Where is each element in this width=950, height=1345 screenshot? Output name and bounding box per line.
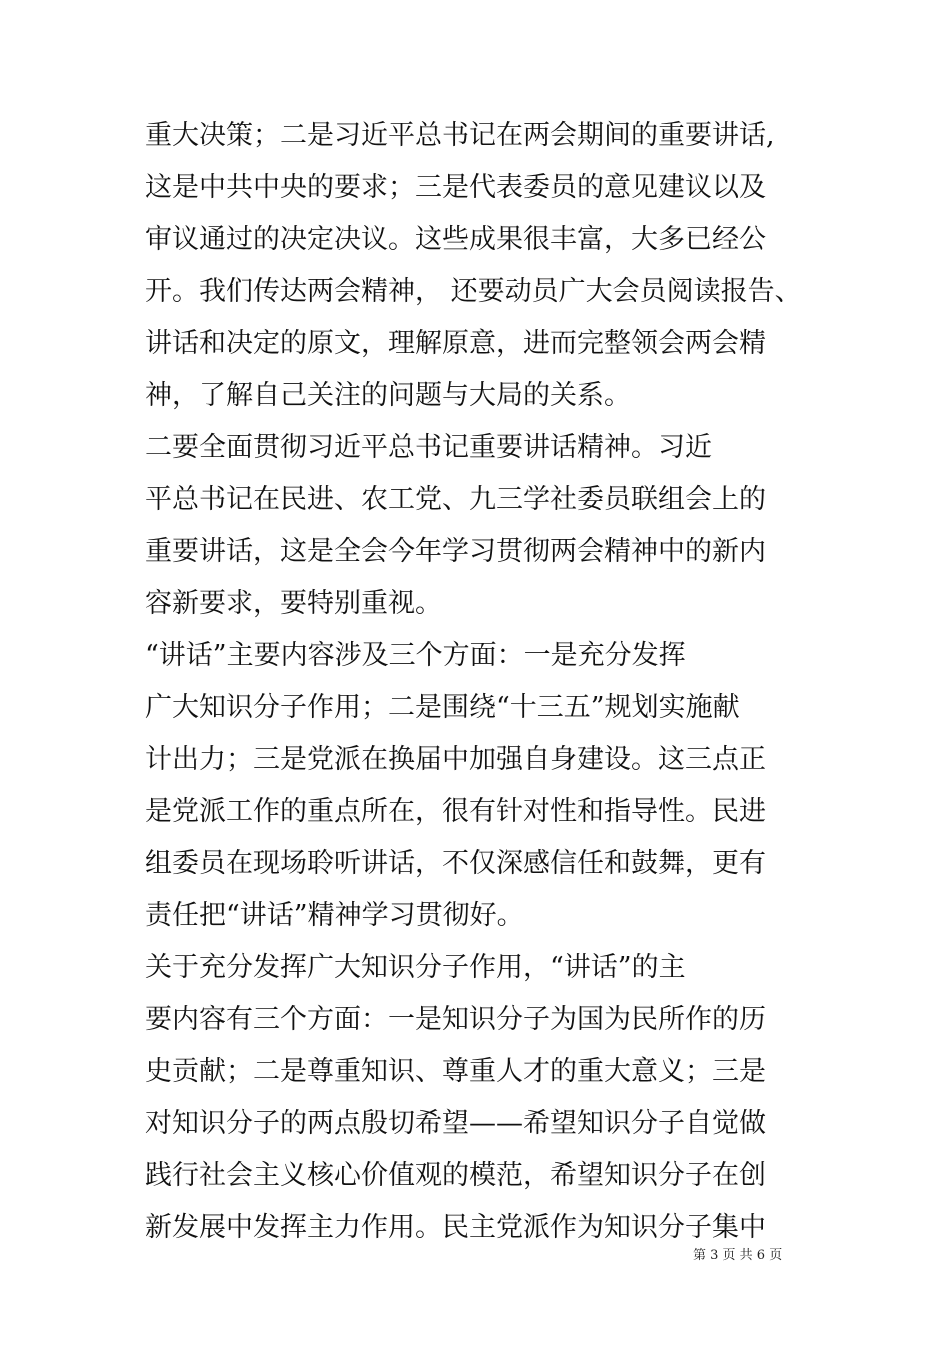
text-line: 平总书记在民进、农工党、九三学社委员联组会上的 <box>145 484 766 515</box>
text-line: 责任把“讲话”精神学习贯彻好。 <box>145 900 524 931</box>
text-line: 计出力；三是党派在换届中加强自身建设。这三点正 <box>145 744 766 775</box>
text-line: 开。我们传达两会精神， 还要动员广大会员阅读报告、 <box>145 276 802 307</box>
text-line: 广大知识分子作用；二是围绕“十三五”规划实施献 <box>145 692 740 723</box>
text-line: 史贡献；二是尊重知识、尊重人才的重大意义；三是 <box>145 1056 766 1087</box>
text-line: 二要全面贯彻习近平总书记重要讲话精神。习近 <box>145 432 712 463</box>
body-text <box>145 117 805 1261</box>
text-line: 这是中共中央的要求；三是代表委员的意见建议以及 <box>145 172 766 203</box>
text-line: 对知识分子的两点殷切希望——希望知识分子自觉做 <box>145 1108 766 1139</box>
text-line: 容新要求，要特别重视。 <box>145 588 442 619</box>
text-line: 组委员在现场聆听讲话，不仅深感信任和鼓舞，更有 <box>145 848 766 879</box>
text-line: 是党派工作的重点所在，很有针对性和指导性。民进 <box>145 796 766 827</box>
text-line: 重大决策；二是习近平总书记在两会期间的重要讲话, <box>145 120 775 151</box>
text-line: 审议通过的决定决议。这些成果很丰富，大多已经公 <box>145 224 766 255</box>
text-line: 新发展中发挥主力作用。民主党派作为知识分子集中 <box>145 1212 766 1243</box>
text-line: 讲话和决定的原文，理解原意，进而完整领会两会精 <box>145 328 766 359</box>
text-line: 关于充分发挥广大知识分子作用，“讲话”的主 <box>145 952 686 983</box>
text-line: 神，了解自己关注的问题与大局的关系。 <box>145 380 631 411</box>
text-line: 要内容有三个方面：一是知识分子为国为民所作的历 <box>145 1004 766 1035</box>
page-number: 第 3 页 共 6 页 <box>693 1248 783 1263</box>
text-line: 重要讲话，这是全会今年学习贯彻两会精神中的新内 <box>145 536 766 567</box>
text-line: 践行社会主义核心价值观的模范，希望知识分子在创 <box>145 1160 766 1191</box>
text-line: “讲话”主要内容涉及三个方面：一是充分发挥 <box>145 640 686 671</box>
